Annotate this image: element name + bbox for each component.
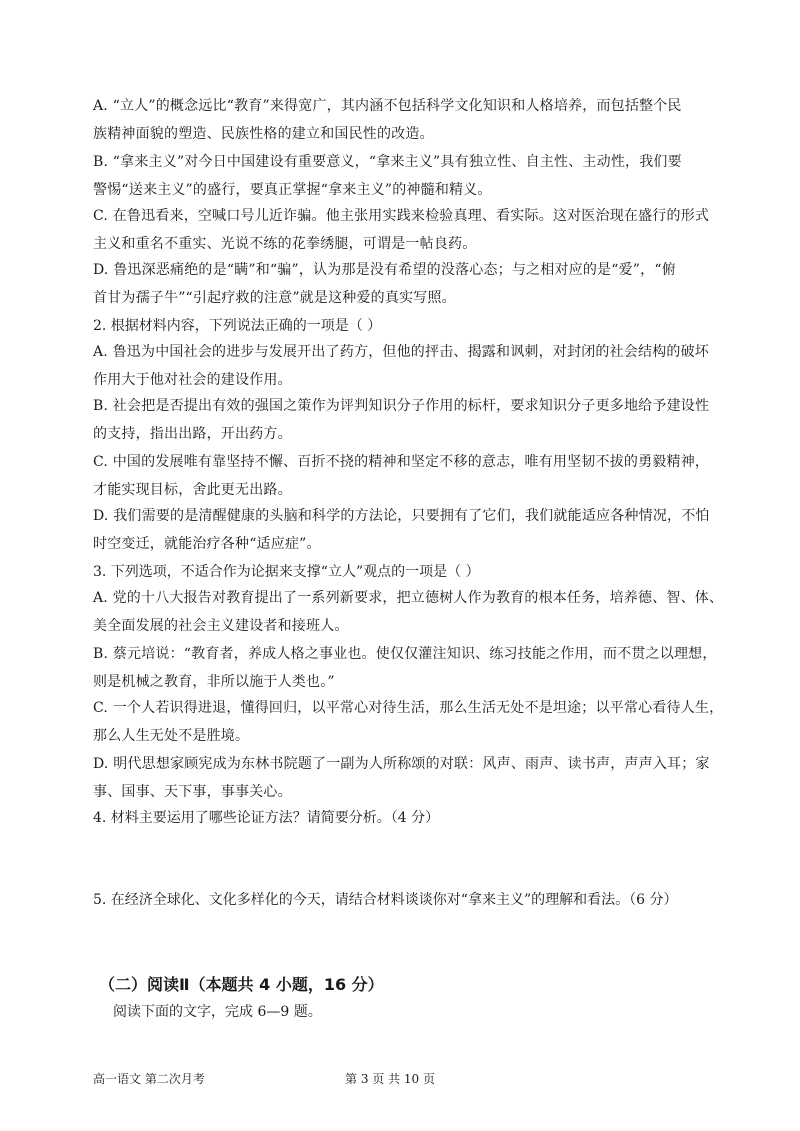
q3-option-b	[93, 640, 717, 696]
q1-option-c	[93, 202, 713, 258]
q2-option-d-line1: D. 我们需要的是清醒健康的头脑和科学的方法论，只要拥有了它们，我们就能适应各种情况，不怕	[93, 508, 710, 524]
q2-option-a-line1: A. 鲁迅为中国社会的进步与发展开出了药方，但他的抨击、揭露和讽刺，对封闭的社会结构的破坏	[93, 344, 710, 360]
q5-stem: 5. 在经济全球化、文化多样化的今天，请结合材料谈谈你对“拿来主义”的理解和看法。（6 分）	[93, 892, 678, 908]
q3-option-d	[93, 750, 713, 806]
q1-option-a	[93, 92, 713, 148]
q3-option-a	[93, 584, 724, 640]
q1-option-a-line1: A. “立人”的概念远比“教育”来得宽广，其内涵不包括科学文化知识和人格培养，而包括整个民	[93, 98, 682, 114]
q2-option-d	[93, 502, 713, 558]
q1-option-a-line2: 族精神面貌的塑造、民族性格的建立和国民性的改造。	[93, 126, 434, 142]
q3-option-c-line1: C. 一个人若识得进退，懂得回归，以平常心对待生活，那么生活无处不是坦途；以平常心看待人生，	[93, 700, 724, 716]
q1-option-d-line1: D. 鲁迅深恶痛绝的是“瞒”和“骗”，认为那是没有希望的没落心态；与之相对应的是“爱”，“俯	[93, 262, 676, 278]
q2-option-a-line2: 作用大于他对社会的建设作用。	[93, 372, 292, 388]
q1-option-b-line2: 警惕“送来主义”的盛行，要真正掌握“拿来主义”的神髓和精义。	[93, 182, 492, 198]
q1-option-d-line2: 首甘为孺子牛”“引起疗救的注意”就是这种爱的真实写照。	[93, 290, 456, 306]
q3-option-a-line2: 美全面发展的社会主义建设者和接班人。	[93, 618, 349, 634]
footer-course: 高一语文 第二次月考	[93, 1072, 205, 1086]
q2-option-b-line1: B. 社会把是否提出有效的强国之策作为评判知识分子作用的标杆，要求知识分子更多地给予建设性	[93, 398, 710, 414]
q3-option-b-line2: 则是机械之教育，非所以施于人类也。”	[93, 674, 335, 690]
q1-option-d	[93, 256, 713, 312]
section-title: （二）阅读Ⅱ（本题共 4 小题，16 分）	[99, 975, 384, 994]
q1-option-b-line1: B. “拿来主义”对今日中国建设有重要意义，“拿来主义”具有独立性、自主性、主动性，我们要	[93, 154, 682, 170]
q3-option-a-line1: A. 党的十八大报告对教育提出了一系列新要求，把立德树人作为教育的根本任务，培养德、智、体、	[93, 590, 724, 606]
q3-option-d-line1: D. 明代思想家顾宪成为东林书院题了一副为人所称颂的对联：风声、雨声、读书声，声声入耳；家	[93, 756, 710, 772]
section-instruction: 阅读下面的文字，完成 6—9 题。	[113, 1004, 322, 1020]
q2-option-a	[93, 338, 713, 394]
q3-option-c-line2: 那么人生无处不是胜境。	[93, 728, 250, 744]
q1-option-c-line2: 主义和重名不重实、光说不练的花拳绣腿，可谓是一帖良药。	[93, 236, 477, 252]
q2-option-c-line2: 才能实现目标，舍此更无出路。	[93, 482, 292, 498]
q1-option-b	[93, 148, 713, 204]
q4-stem: 4. 材料主要运用了哪些论证方法？请简要分析。（4 分）	[93, 810, 440, 826]
q3-stem: 3. 下列选项，不适合作为论据来支撑“立人”观点的一项是（ ）	[93, 564, 480, 580]
q3-option-c	[93, 694, 724, 750]
q2-option-b	[93, 392, 713, 448]
q2-stem: 2. 根据材料内容，下列说法正确的一项是（ ）	[93, 318, 382, 334]
q3-option-d-line2: 事、国事、天下事，事事关心。	[93, 784, 292, 800]
q2-option-b-line2: 的支持，指出出路，开出药方。	[93, 426, 292, 442]
q2-option-c	[93, 448, 713, 504]
q2-option-d-line2: 时空变迁，就能治疗各种“适应症”。	[93, 536, 321, 552]
q2-option-c-line1: C. 中国的发展唯有靠坚持不懈、百折不挠的精神和坚定不移的意志，唯有用坚韧不拔的勇毅精神，	[93, 454, 710, 470]
q1-option-c-line1: C. 在鲁迅看来，空喊口号儿近诈骗。他主张用实践来检验真理、看实际。这对医治现在盛行的形式	[93, 208, 710, 224]
q3-option-b-line1: B. 蔡元培说：“教育者，养成人格之事业也。使仅仅灌注知识、练习技能之作用，而不贯之以理想，	[93, 646, 717, 662]
footer-page-number: 第 3 页 共 10 页	[345, 1072, 435, 1086]
